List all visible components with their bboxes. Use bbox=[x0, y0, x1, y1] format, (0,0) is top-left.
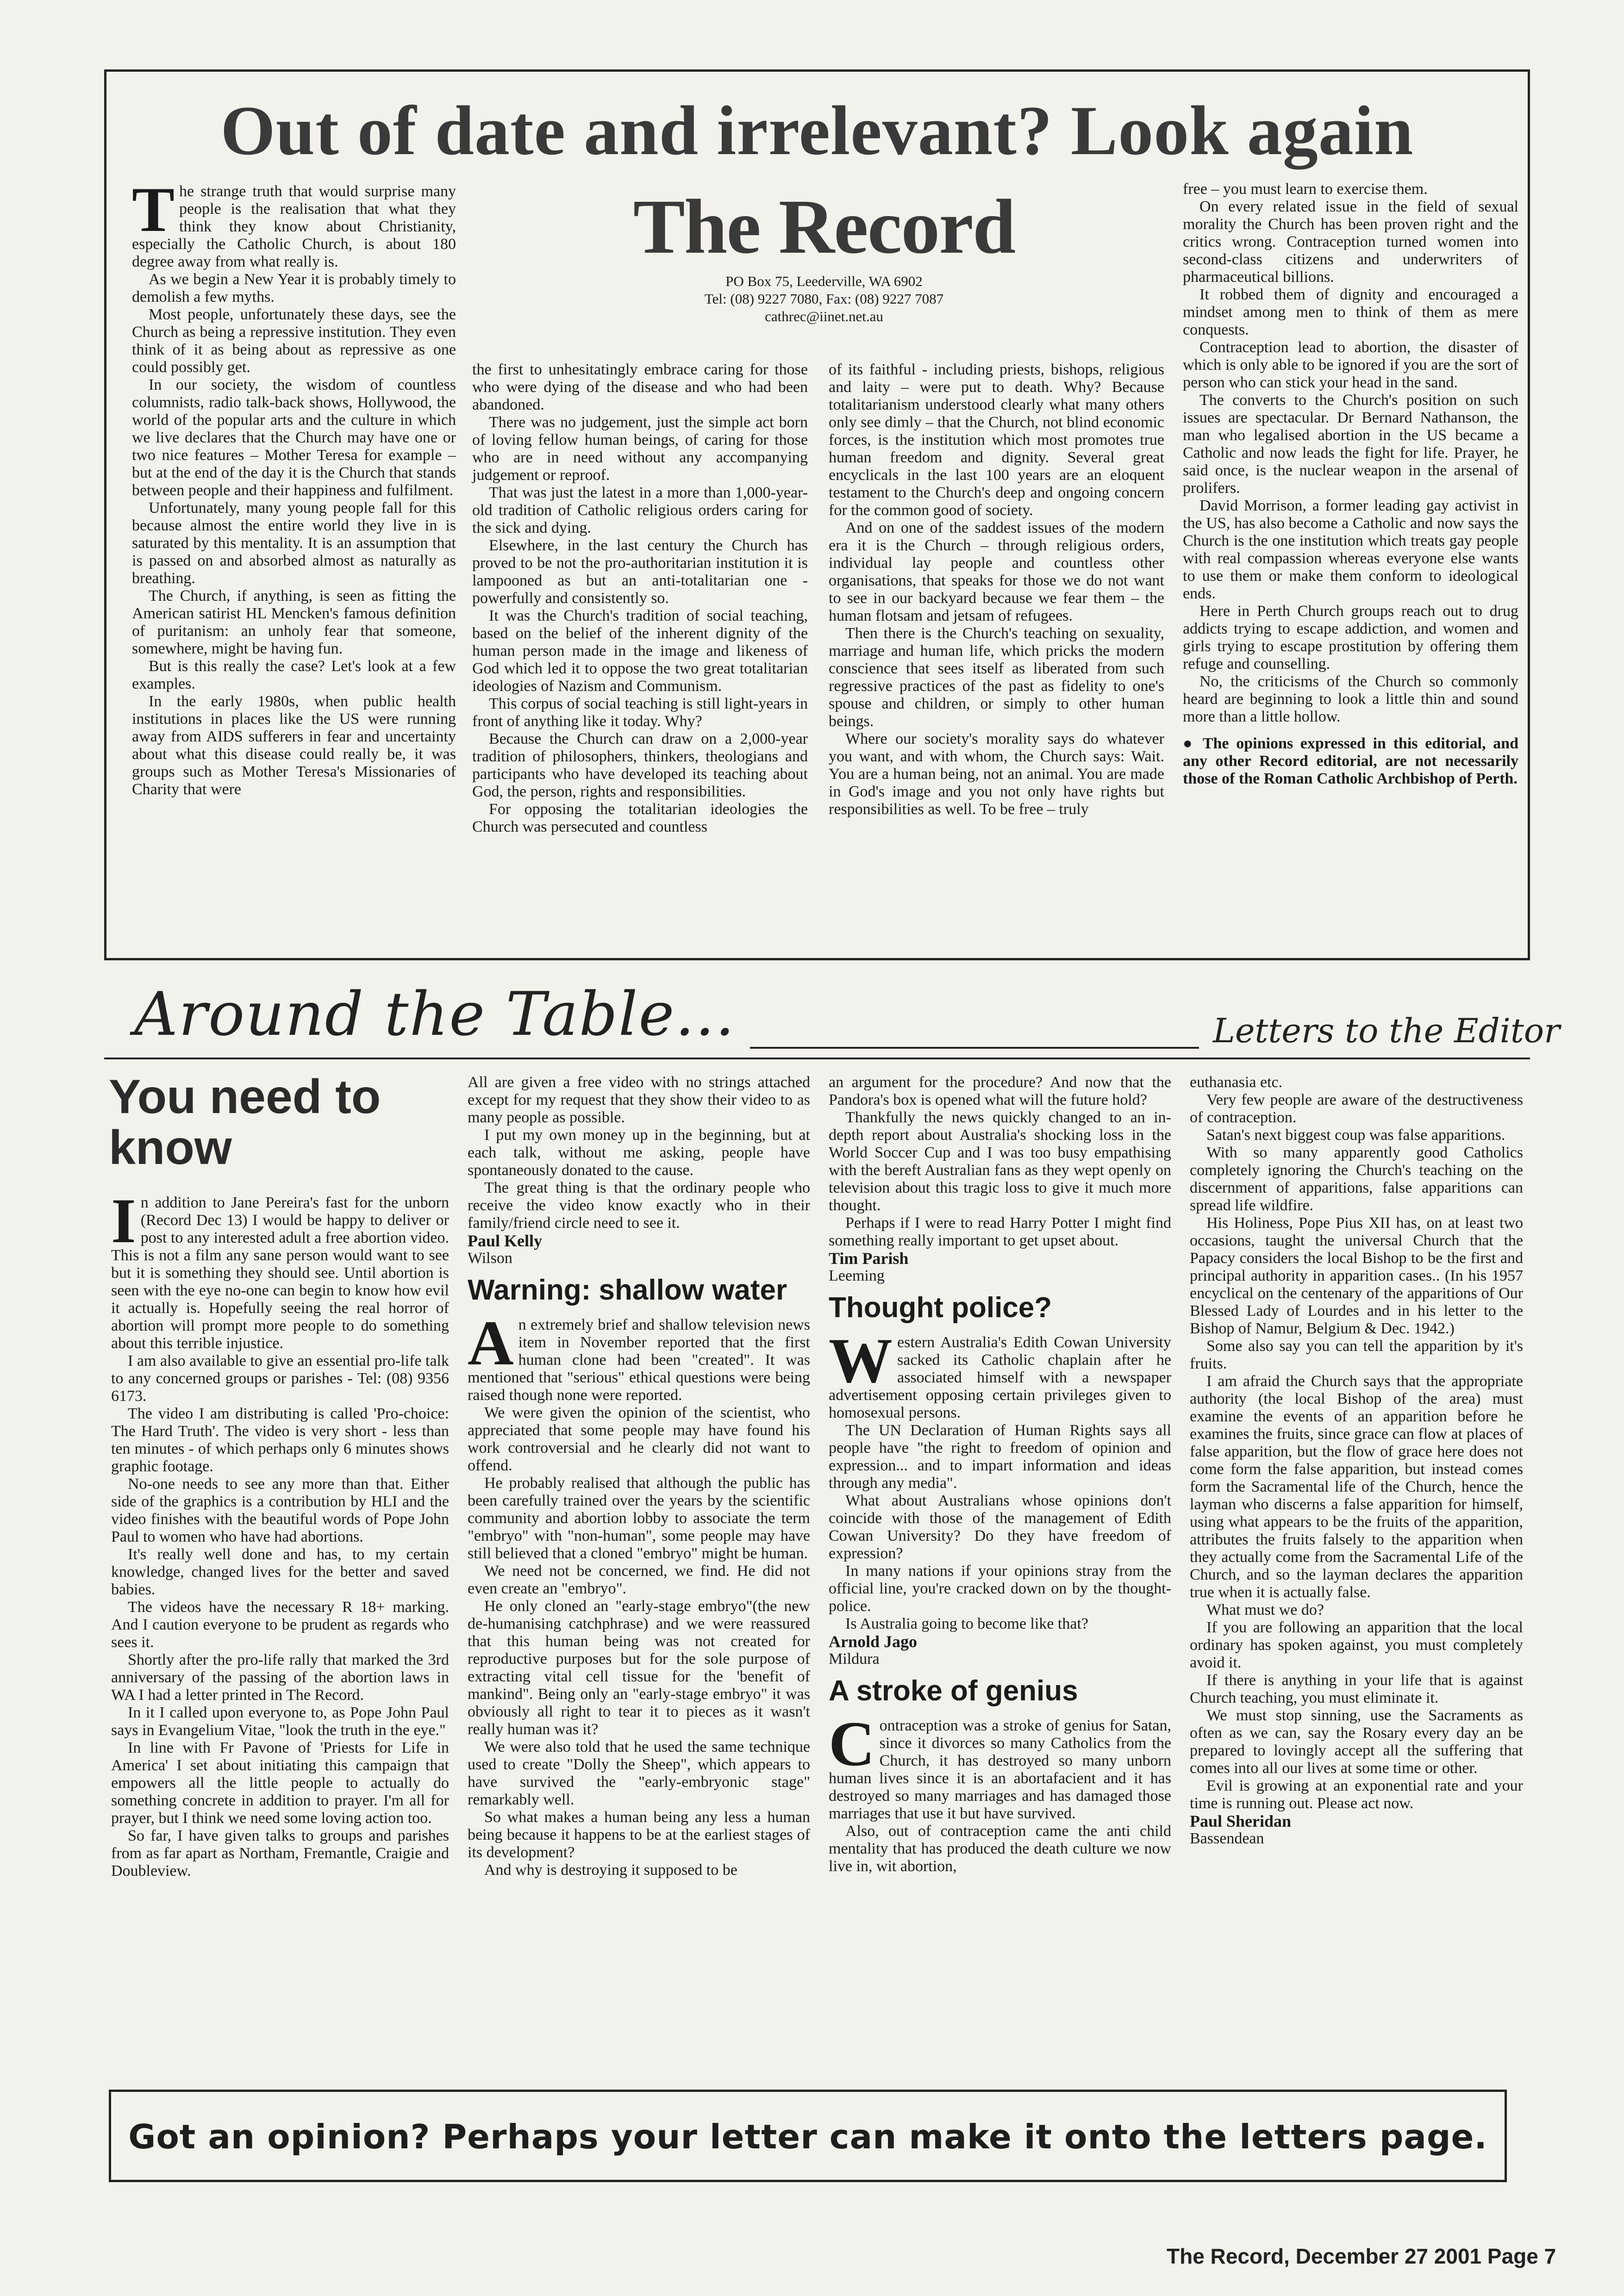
letters-column-1 bbox=[111, 1185, 449, 1880]
lead-letter-headline: You need to know bbox=[109, 1070, 381, 1175]
paragraph: Elsewhere, in the last century the Church has proved to be not the pro-authoritarian institution it is lampooned as but an anti-totalitarian one - powerfully and consistently so. bbox=[472, 537, 808, 607]
paragraph: In line with Fr Pavone of 'Priests for Life in America' I set about initiating this campaign that empowers all the little people to actually do something concrete in addition to prayer. I'm all for prayer, but I think we need some loving action too. bbox=[111, 1739, 449, 1827]
letters-column-2 bbox=[468, 1074, 810, 1879]
letter-signature-place: Bassendean bbox=[1190, 1830, 1264, 1847]
paragraph: With so many apparently good Catholics completely ignoring the Church's teaching on the discernment of apparitions, false apparitions can spread life wildfire. bbox=[1190, 1144, 1523, 1214]
paragraph: I am also available to give an essential pro-life talk to any concerned groups or parishes - Tel: (08) 9356 6173. bbox=[111, 1352, 449, 1405]
paragraph: The great thing is that the ordinary people who receive the video know exactly who in their family/friend circle need to see it. bbox=[468, 1179, 810, 1232]
editorial-column-3 bbox=[829, 361, 1164, 818]
paragraph: There was no judgement, just the simple act born of loving fellow human beings, of caring for those who are in need without any accompanying judgement or reproof. bbox=[472, 414, 808, 484]
paragraph: Because the Church can draw on a 2,000-year tradition of philosophers, thinkers, theologians and participants who have developed its teaching about God, the person, rights and responsibilities. bbox=[472, 730, 808, 800]
paragraph: euthanasia etc. bbox=[1190, 1074, 1283, 1091]
paragraph: Then there is the Church's teaching on sexuality, marriage and human life, which pricks the modern conscience that sees itself as liberated from such regressive practices of the past as fidelity to one's spouse and children, or simply to other human beings. bbox=[829, 625, 1164, 730]
paragraph: I am afraid the Church says that the appropriate authority (the local Bishop of the area) must examine the events of an apparition before he examines the fruits, since grace can flow at places of false apparition, but the flow of grace here does not come form the false apparition, but instead comes form the Sacramental life of the Church, hence the layman who discerns a false apparition for himself, using what appears to be the fruits of the apparition, attributes the fruits falsely to the apparition when they actually come from the Sacramental Life of the Church, and so the layman declares the apparition true when it is actually false. bbox=[1190, 1373, 1523, 1601]
paragraph: Also, out of contraception came the anti child mentality that has produced the death culture we now live in, wit abortion, bbox=[829, 1823, 1171, 1875]
drop-cap: W bbox=[829, 1325, 893, 1396]
page-footer: The Record, December 27 2001 Page 7 bbox=[1167, 2244, 1556, 2268]
masthead-contact bbox=[477, 273, 1171, 325]
letter-headline: Warning: shallow water bbox=[468, 1274, 787, 1306]
letter-signature-place: Leeming bbox=[829, 1267, 885, 1284]
letter-signature-name: Paul Sheridan bbox=[1190, 1812, 1292, 1830]
paragraph: Contraception was a stroke of genius for Satan, since it divorces so many Catholics from the Church, it has destroyed so many unborn human lives since it is an abortafacient and it has destroyed so many marriages and has damaged those marriages that use it but have survived. bbox=[829, 1708, 1171, 1822]
masthead bbox=[477, 184, 1171, 325]
paragraph: The videos have the necessary R 18+ marking. And I caution everyone to be prudent as regards who sees it. bbox=[111, 1599, 449, 1651]
paragraph: On every related issue in the field of sexual morality the Church has been proven right and the critics wrong. Contraception turned women into second-class citizens and underwriters of pharmaceutical billions. bbox=[1183, 198, 1518, 286]
paragraph: So far, I have given talks to groups and parishes from as far apart as Northam, Fremantle, Craigie and Doubleview. bbox=[111, 1827, 449, 1879]
paragraph: the first to unhesitatingly embrace caring for those who were dying of the disease and who had been abandoned. bbox=[472, 361, 808, 413]
drop-cap: I bbox=[111, 1185, 136, 1256]
masthead-logo: The Record bbox=[633, 184, 1015, 270]
paragraph: Western Australia's Edith Cowan University sacked its Catholic chaplain after he associated himself with a newspaper advertisement opposing certain privileges given to homosexual persons. bbox=[829, 1325, 1171, 1421]
paragraph: Thankfully the news quickly changed to an in-depth report about Australia's shocking loss in the World Soccer Cup and I was too busy empathising with the bereft Australian fans as they wept openly on television about this tragic loss to give it much more thought. bbox=[829, 1109, 1171, 1214]
paragraph: The video I am distributing is called 'Pro-choice: The Hard Truth'. The video is very short - less than ten minutes - of which perhaps only 6 minutes shows graphic footage. bbox=[111, 1405, 449, 1475]
paragraph: Here in Perth Church groups reach out to drug addicts trying to escape addiction, and women and girls trying to escape prostitution by offering them refuge and counselling. bbox=[1183, 603, 1518, 672]
paragraph: As we begin a New Year it is probably timely to demolish a few myths. bbox=[132, 271, 456, 305]
paragraph: And why is destroying it supposed to be bbox=[484, 1861, 737, 1879]
paragraph: No, the criticisms of the Church so commonly heard are beginning to look a little thin and sound more than a little hollow. bbox=[1183, 673, 1518, 725]
letter-signature-name: Tim Parish bbox=[829, 1249, 909, 1268]
paragraph: And on one of the saddest issues of the modern era it is the Church – through religious orders, individual lay people and countless other organisations, that speaks for those we do not want to see in our backyard because we fear them – the human flotsam and jetsam of refugees. bbox=[829, 519, 1164, 624]
paragraph: Shortly after the pro-life rally that marked the 3rd anniversary of the passing of the abortion laws in WA I had a letter printed in The Record. bbox=[111, 1651, 449, 1704]
section-title: Around the Table... bbox=[134, 979, 736, 1049]
section-underline bbox=[104, 1058, 1530, 1059]
paragraph: For opposing the totalitarian ideologies the Church was persecuted and countless bbox=[472, 801, 808, 835]
paragraph: Unfortunately, many young people fall for this because almost the entire world they live in is saturated by this mentality. It is an assumption that is passed on and absorbed almost as naturally as breathing. bbox=[132, 499, 456, 587]
paragraph: It's really well done and has, to my certain knowledge, changed lives for the better and saved babies. bbox=[111, 1546, 449, 1598]
letter-headline: A stroke of genius bbox=[829, 1675, 1078, 1707]
drop-cap: A bbox=[468, 1307, 514, 1378]
paragraph: In it I called upon everyone to, as Pope John Paul says in Evangelium Vitae, "look the truth in the eye." bbox=[111, 1704, 449, 1739]
drop-cap: C bbox=[829, 1708, 875, 1779]
paragraph: But is this really the case? Let's look at a few examples. bbox=[132, 658, 456, 692]
letter-headline: Thought police? bbox=[829, 1292, 1052, 1324]
editorial-column-2 bbox=[472, 361, 808, 836]
paragraph: It was the Church's tradition of social teaching, based on the belief of the inherent dignity of the human person made in the image and likeness of God which led it to oppose the two great totalitarian ideologies of Nazism and Communism. bbox=[472, 607, 808, 695]
paragraph: He probably realised that although the public has been carefully trained over the years by the scientific community and abortion lobby to associate the term "embryo" with "non-human", some people may have still believed that a cloned "embryo" might be human. bbox=[468, 1475, 810, 1562]
paragraph: The strange truth that would surprise many people is the realisation that what they think they know about Christianity, especially the Catholic Church, is about 180 degree away from what really is. bbox=[132, 174, 456, 270]
editorial-disclaimer: ● The opinions expressed in this editorial, and any other Record editorial, are not necessarily those of the Roman Catholic Archbishop of Perth. bbox=[1183, 735, 1518, 787]
section-rule bbox=[750, 1047, 1199, 1049]
paragraph: Some also say you can tell the apparition by it's fruits. bbox=[1190, 1338, 1523, 1372]
paragraph: If there is anything in your life that is against Church teaching, you must eliminate it. bbox=[1190, 1672, 1523, 1706]
paragraph: The UN Declaration of Human Rights says all people have "the right to freedom of opinion and expression... and to impart information and ideas through any media". bbox=[829, 1422, 1171, 1492]
letters-column-3 bbox=[829, 1074, 1171, 1875]
paragraph: Perhaps if I were to read Harry Potter I might find something really important to get upset about. bbox=[829, 1214, 1171, 1249]
paragraph: Is Australia going to become like that? bbox=[845, 1615, 1088, 1632]
letters-column-4 bbox=[1190, 1074, 1523, 1848]
paragraph: His Holiness, Pope Pius XII has, on at least two occasions, taught the universal Church that the Papacy considers the local Bishop to be the first and principal authority in apparition cases.. (In his 1957 encyclical on the centenary of the apparitions of Our Blessed Lady of Lourdes and in his letter to the Bishop of Namur, Belgium & Dec. 1942.) bbox=[1190, 1214, 1523, 1337]
paragraph: He only cloned an "early-stage embryo"(the new de-humanising catchphrase) and we were reassured that this human being was not created for reproductive purposes but for the sole purpose of extracting vital cell tissue for the 'benefit of mankind". Being only an "early-stage embryo" it was obviously all right to tear it to pieces as it wasn't really human was it? bbox=[468, 1598, 810, 1738]
paragraph: The Church, if anything, is seen as fitting the American satirist HL Mencken's famous definition of puritanism: an unholy fear that someone, somewhere, might be having fun. bbox=[132, 587, 456, 657]
paragraph: Contraception lead to abortion, the disaster of which is only able to be ignored if you are the sort of person who can stick your head in the sand. bbox=[1183, 339, 1518, 391]
paragraph: We must stop sinning, use the Sacraments as often as we can, say the Rosary every day an be prepared to lovingly accept all the suffering that comes into all our lives at some time or other. bbox=[1190, 1707, 1523, 1777]
paragraph: All are given a free video with no strings attached except for my request that they show their video to as many people as possible. bbox=[468, 1074, 810, 1126]
paragraph: Most people, unfortunately these days, see the Church as being a repressive institution. They even think of it as being about as repressive as one could possibly get. bbox=[132, 306, 456, 376]
letter-signature-name: Paul Kelly bbox=[468, 1232, 542, 1250]
paragraph: An extremely brief and shallow television news item in November reported that the first human clone had been "created". It was mentioned that "serious" ethical questions were being raised though none were reported. bbox=[468, 1307, 810, 1404]
letters-to-editor-label: Letters to the Editor bbox=[1213, 1011, 1560, 1050]
paragraph: In the early 1980s, when public health institutions in places like the US were running away from AIDS sufferers in fear and uncertainty about what this disease could really be, it was groups such as Mother Teresa's Missionaries of Charity that were bbox=[132, 693, 456, 798]
paragraph: free – you must learn to exercise them. bbox=[1183, 180, 1428, 198]
paragraph: The converts to the Church's position on such issues are spectacular. Dr Bernard Nathanson, the man who legalised abortion in the US became a Catholic and now leads the fight for life. Prayer, he said once, is the nuclear weapon in the arsenal of prolifers. bbox=[1183, 392, 1518, 497]
editorial-box bbox=[104, 69, 1530, 960]
paragraph: Very few people are aware of the destructiveness of contraception. bbox=[1190, 1091, 1523, 1126]
paragraph: Where our society's morality says do whatever you want, and with whom, the Church says: Wait. You are a human being, not an animal. You are made in God's image and you not only have rights but responsibilities as well. To be free – truly bbox=[829, 730, 1164, 818]
editorial-column-4 bbox=[1183, 180, 1518, 788]
letter-signature-place: Mildura bbox=[829, 1650, 880, 1668]
drop-cap: T bbox=[132, 174, 175, 245]
paragraph: In many nations if your opinions stray from the official line, you're cracked down on by the thought-police. bbox=[829, 1562, 1171, 1615]
paragraph: What about Australians whose opinions don't coincide with those of the management of Edith Cowan University? Do they have freedom of expression? bbox=[829, 1492, 1171, 1562]
opinion-banner-text: Got an opinion? Perhaps your letter can make it onto the letters page. bbox=[128, 2117, 1487, 2156]
paragraph: This corpus of social teaching is still light-years in front of anything like it today. Why? bbox=[472, 695, 808, 730]
paragraph: We need not be concerned, we find. He did not even create an "embryo". bbox=[468, 1562, 810, 1597]
paragraph: What must we do? bbox=[1206, 1601, 1324, 1618]
paragraph: So what makes a human being any less a human being because it happens to be at the earliest stages of its development? bbox=[468, 1809, 810, 1861]
paragraph: I put my own money up in the beginning, but at each talk, without me asking, people have spontaneously donated to the cause. bbox=[468, 1126, 810, 1179]
paragraph: an argument for the procedure? And now that the Pandora's box is opened what will the future hold? bbox=[829, 1074, 1171, 1108]
paragraph: In our society, the wisdom of countless columnists, radio talk-back shows, Hollywood, the world of the popular arts and the culture in which we live declares that the Church may have one or two nice features – Mother Teresa for example – but at the end of the day it is the Church that stands between people and their happiness and fulfilment. bbox=[132, 376, 456, 499]
editorial-headline: Out of date and irrelevant? Look again bbox=[220, 92, 1414, 169]
paragraph: We were also told that he used the same technique used to create "Dolly the Sheep", which appears to have survived the "early-embryonic stage" remarkably well. bbox=[468, 1738, 810, 1808]
masthead-address: PO Box 75, Leederville, WA 6902 bbox=[725, 273, 923, 289]
masthead-phone: Tel: (08) 9227 7080, Fax: (08) 9227 7087 bbox=[704, 291, 944, 307]
paragraph: No-one needs to see any more than that. Either side of the graphics is a contribution by HLI and the video finishes with the beautiful words of Pope John Paul to women who have had abortions. bbox=[111, 1475, 449, 1545]
editorial-column-1 bbox=[132, 174, 456, 798]
paragraph: In addition to Jane Pereira's fast for the unborn (Record Dec 13) I would be happy to deliver or post to any interested adult a free abortion video. This is not a film any sane person would want to see but it is something they should see. Until abortion is seen with the eye no-one can begin to know how evil it actually is. Hopefully seeing the real horror of abortion will prompt more people to do something about this terrible injustice. bbox=[111, 1185, 449, 1352]
paragraph: It robbed them of dignity and encouraged a mindset among men to think of them as mere conquests. bbox=[1183, 286, 1518, 338]
paragraph: We were given the opinion of the scientist, who appreciated that some people may have found his work controversial and he clearly did not want to offend. bbox=[468, 1404, 810, 1474]
masthead-email: cathrec@iinet.net.au bbox=[765, 308, 883, 324]
paragraph: David Morrison, a former leading gay activist in the US, has also become a Catholic and now says the Church is the one institution which treats gay people with real compassion whereas everyone else wants to use them or make them conform to ideological ends. bbox=[1183, 497, 1518, 602]
paragraph: of its faithful - including priests, bishops, religious and laity – were put to death. Why? Because totalitarianism understood clearly what many others only see dimly – that the Church, not blind economic forces, is the institution which most promotes true human freedom and dignity. Several great encyclicals in the last 100 years are an eloquent testament to the Church's deep and ongoing concern for the common good of society. bbox=[829, 361, 1164, 519]
letter-signature-name: Arnold Jago bbox=[829, 1632, 918, 1651]
paragraph: Evil is growing at an exponential rate and your time is running out. Please act now. bbox=[1190, 1777, 1523, 1812]
letter-signature-place: Wilson bbox=[468, 1250, 512, 1267]
paragraph: That was just the latest in a more than 1,000-year-old tradition of Catholic religious orders caring for the sick and dying. bbox=[472, 484, 808, 536]
paragraph: Satan's next biggest coup was false apparitions. bbox=[1206, 1126, 1505, 1144]
paragraph: If you are following an apparition that the local ordinary has spoken against, you must completely avoid it. bbox=[1190, 1619, 1523, 1671]
opinion-banner bbox=[109, 2090, 1507, 2182]
